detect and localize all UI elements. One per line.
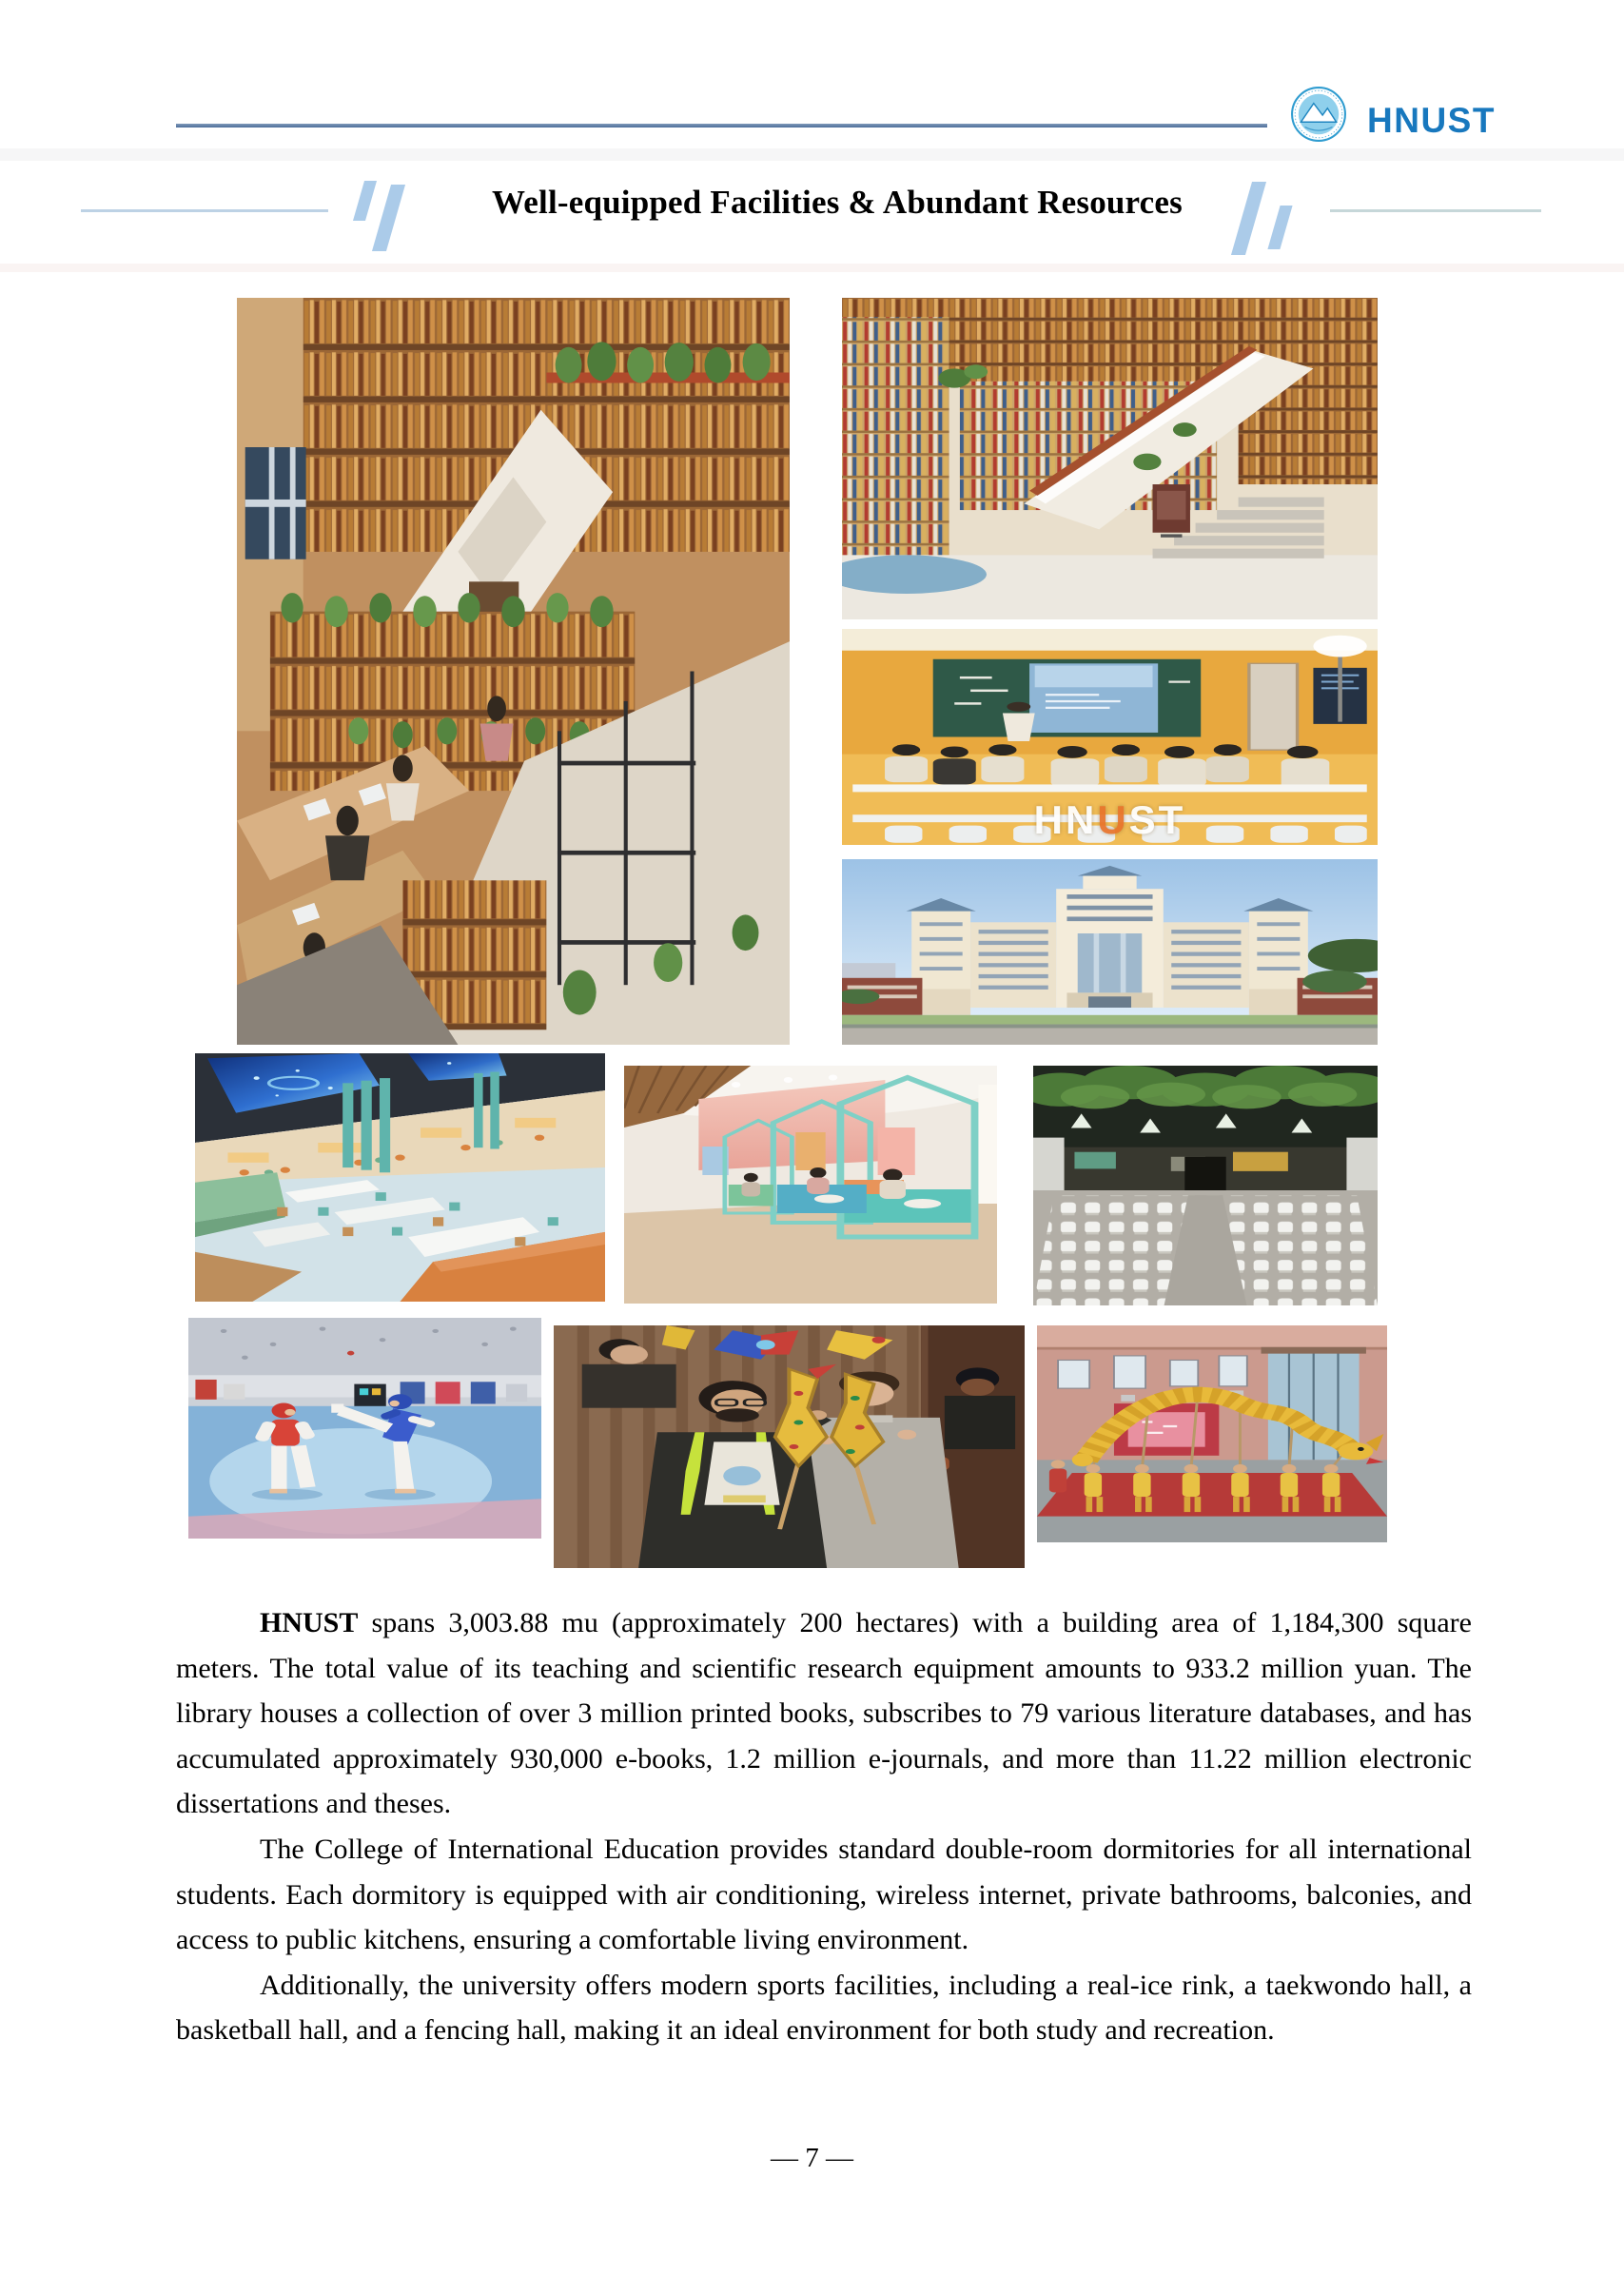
photo-study-booths [624, 1066, 997, 1304]
campus-building-illustration [842, 859, 1378, 1045]
hnust-logo-badge-icon [1290, 86, 1347, 143]
background-band [0, 264, 1624, 272]
title-left-rule [81, 209, 328, 212]
paragraph-text: spans 3,003.88 mu (approximately 200 hectares) with a building area of 1,184,300 square meters. The total value of its teaching and scientific research equipment amounts to 933.2 million yuan. The library houses a collection of over 3 million printed books, subscribes to 79 various literature databases, and has accumulated approximately 930,000 e-books, 1.2 million e-journals, and more than 11.22 million electronic dissertations and theses. [176, 1607, 1472, 1820]
page-title: Well-equipped Facilities & Abundant Resources [492, 184, 1183, 221]
photo-campus-building [842, 859, 1378, 1045]
paragraph-lead: HNUST [260, 1607, 359, 1638]
paragraph-text: Additionally, the university offers modern sports facilities, including a real-ice rink, a taekwondo hall, a basketball hall, and a fencing hall, making it an ideal environment for both study and recreation. [176, 1969, 1472, 2047]
photo-classroom [842, 629, 1378, 845]
title-left-slash-icon [353, 181, 377, 221]
craft-activity-illustration [554, 1325, 1025, 1568]
photo-library-interior [237, 298, 790, 1045]
paragraph-text: The College of International Education provides standard double-room dormitories for all international students. Each dormitory is equipped with air conditioning, wireless internet, private bathrooms, balconies, and access to public kitchens, ensuring a comfortable living environment. [176, 1833, 1472, 1956]
paragraph-campus-stats [176, 1600, 1472, 1827]
cafeteria-illustration [195, 1053, 605, 1302]
page-number: — 7 — [771, 2143, 853, 2173]
library-staircase-illustration [842, 298, 1378, 619]
study-booths-illustration [624, 1066, 997, 1304]
title-right-rule [1330, 209, 1541, 212]
header-rule [176, 124, 1267, 127]
photo-dining-hall [1033, 1066, 1378, 1305]
photo-craft-activity [554, 1325, 1025, 1568]
library-interior-illustration [237, 298, 790, 1045]
dining-hall-illustration [1033, 1066, 1378, 1305]
photo-library-staircase [842, 298, 1378, 619]
photo-dragon-dance [1037, 1325, 1387, 1542]
photo-cafeteria-starry [195, 1053, 605, 1302]
classroom-watermark: HNUST [1033, 797, 1186, 842]
photo-taekwondo-match [188, 1318, 541, 1539]
taekwondo-illustration [188, 1318, 541, 1539]
paragraph-dormitories [176, 1827, 1472, 1963]
background-band [0, 148, 1624, 161]
paragraph-sports-facilities [176, 1963, 1472, 2053]
hnust-logo-text: HNUST [1367, 101, 1496, 140]
body-text [176, 1600, 1472, 2053]
dragon-dance-illustration [1037, 1325, 1387, 1542]
